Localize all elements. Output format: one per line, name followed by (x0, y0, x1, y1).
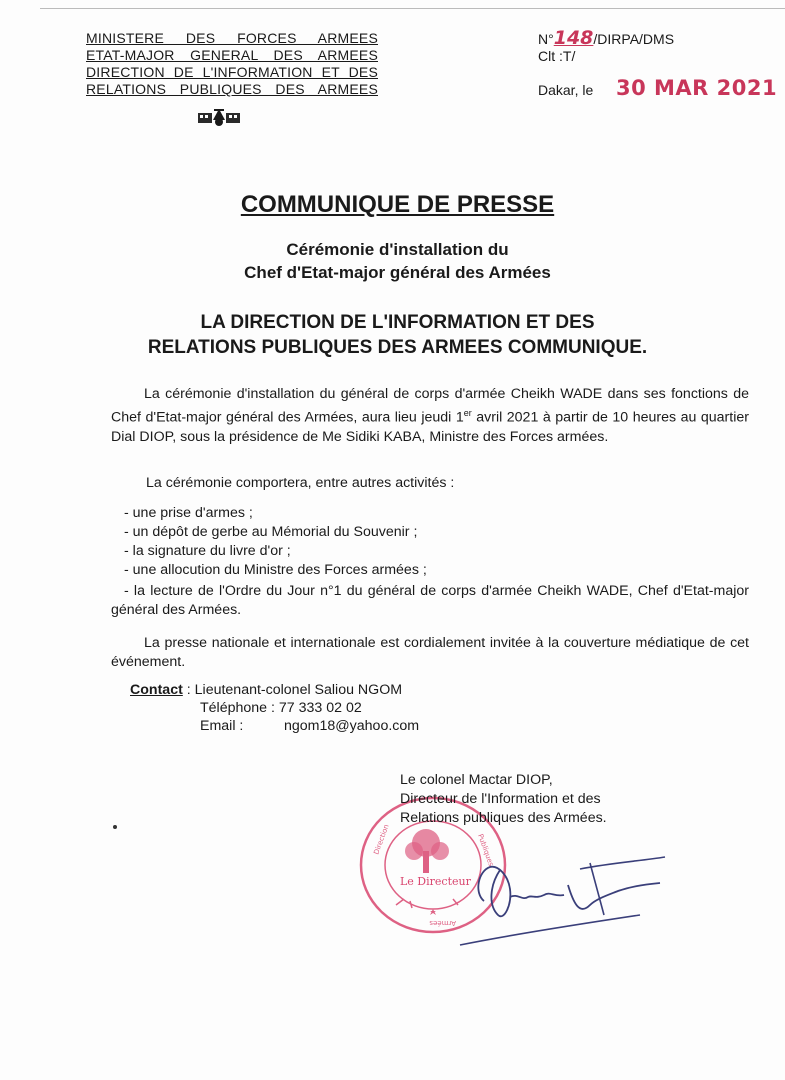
contact-label: Contact (130, 682, 183, 698)
contact-phone-row (200, 699, 362, 718)
ref-suffix: /DIRPA/DMS (593, 31, 675, 47)
date-stamp: 30 MAR 2021 (616, 76, 778, 100)
ref-prefix: N° (538, 31, 554, 47)
heading-line-1: LA DIRECTION DE L'INFORMATION ET DES (200, 312, 595, 333)
list-item: - une prise d'armes ; (124, 505, 253, 521)
ref-number-handwritten: 148 (553, 27, 594, 49)
signatory-name: Le colonel Mactar DIOP, (400, 772, 553, 788)
signatory-title-2: Relations publiques des Armées. (400, 810, 607, 826)
org-line-direction: DIRECTION DE L'INFORMATION ET DES (86, 64, 378, 80)
list-item-last: - la lecture de l'Ordre du Jour n°1 du général de corps d'armée Cheikh WADE, Chef d'Etat-major général des Armées. (111, 583, 749, 618)
contact-block: Contact : Lieutenant-colonel Saliou NGOM (130, 682, 403, 698)
scan-edge-line (40, 8, 785, 9)
paragraph-press-invitation: La presse nationale et internationale est cordialement invitée à la couverture médiatique de cet événement. (111, 635, 749, 670)
clt-reference: Clt :T/ (538, 48, 576, 64)
org-line-staff: ETAT-MAJOR GENERAL DES ARMEES (86, 47, 378, 63)
svg-text:Armées: Armées (429, 919, 456, 927)
list-item: - la signature du livre d'or ; (124, 543, 291, 559)
contact-email-value: ngom18@yahoo.com (284, 718, 420, 734)
place-label: Dakar, le (538, 82, 594, 98)
reference-number (538, 27, 675, 49)
page-title: COMMUNIQUE DE PRESSE (240, 191, 555, 218)
contact-name: Lieutenant-colonel Saliou NGOM (194, 682, 403, 698)
paragraph-intro: La cérémonie d'installation du général de corps d'armée Cheikh WADE dans ses fonctions de Chef d'Etat-major général des Armées, aura lieu jeudi 1er avril 2021 à partir de 10 heures au quartier Dial DIOP, sous la présidence de Me Sidiki KABA, Ministre des Forces armées. (111, 386, 749, 445)
list-item: - un dépôt de gerbe au Mémorial du Souvenir ; (124, 524, 418, 540)
org-line-ministry: MINISTERE DES FORCES ARMEES (86, 30, 378, 46)
heading-line-2: RELATIONS PUBLIQUES DES ARMEES COMMUNIQUE. (147, 337, 648, 358)
scan-dot (113, 825, 117, 829)
phone-label: Téléphone : (200, 700, 275, 716)
phone-value: 77 333 02 02 (278, 700, 362, 716)
svg-text:Publiques: Publiques (476, 832, 496, 868)
contact-email-label: Email : (200, 718, 244, 734)
signatory-title-1: Directeur de l'Information et des (400, 791, 601, 807)
handwritten-signature (440, 845, 670, 955)
subtitle-line-1: Cérémonie d'installation du (286, 240, 509, 259)
paragraph-activities-intro: La cérémonie comportera, entre autres activités : (146, 475, 455, 491)
stamp-center-text: Le Directeur (400, 875, 471, 888)
org-header (86, 30, 378, 98)
org-line-relations: RELATIONS PUBLIQUES DES ARMEES (86, 81, 378, 97)
list-item: - une allocution du Ministre des Forces armées ; (124, 562, 427, 578)
armed-forces-emblem-icon (196, 106, 242, 133)
subtitle-line-2: Chef d'Etat-major général des Armées (244, 263, 551, 282)
svg-text:Direction: Direction (372, 823, 391, 856)
